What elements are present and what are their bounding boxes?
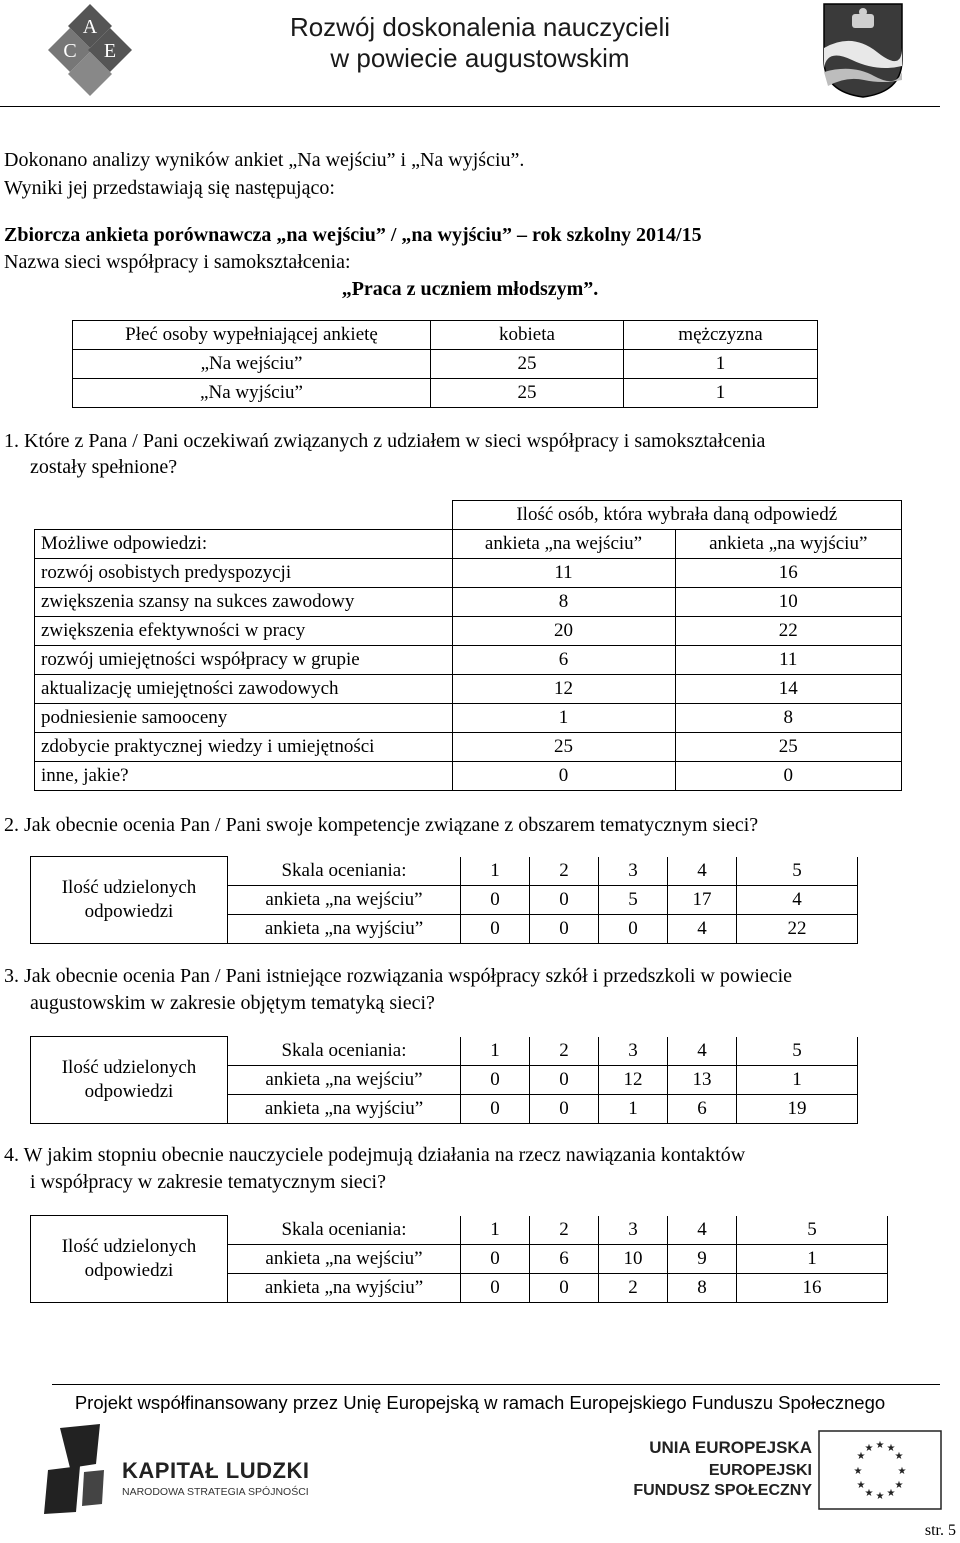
q4-scale-value: 3	[599, 1216, 668, 1245]
q3-line2: augustowskim w zakresie objętym tematyką sieci?	[30, 992, 435, 1014]
kl-line1: KAPITAŁ LUDZKI	[122, 1458, 310, 1483]
q4-value: 8	[668, 1273, 737, 1302]
q2-row-group-label: Ilość udzielonych odpowiedzi	[31, 857, 228, 944]
q4-value: 2	[599, 1273, 668, 1302]
footer-divider	[52, 1384, 940, 1385]
q4-scale-value: 2	[530, 1216, 599, 1245]
intro-line2: Wyniki jej przedstawiają się następująco:	[4, 177, 335, 199]
q4-scale-value: 5	[737, 1216, 888, 1245]
q2-scale-label: Skala oceniania:	[228, 857, 461, 886]
q2-value: 0	[530, 914, 599, 943]
q3-row-label: ankieta „na wejściu”	[228, 1065, 461, 1094]
q1-row-value: 14	[675, 675, 902, 704]
q1-row-value: 0	[675, 762, 902, 791]
q1-row-label: rozwój umiejętności współpracy w grupie	[35, 646, 453, 675]
gender-row-label: „Na wyjściu”	[73, 379, 431, 408]
q3-value: 12	[599, 1065, 668, 1094]
gender-row-value: 1	[624, 379, 818, 408]
q3-value: 1	[737, 1065, 858, 1094]
intro-line1: Dokonano analizy wyników ankiet „Na wejściu” i „Na wyjściu”.	[4, 149, 525, 171]
q2-table	[30, 856, 858, 944]
q2-value: 17	[668, 885, 737, 914]
logo-letter-e: E	[103, 40, 117, 62]
q1-group-header: Ilość osób, która wybrała daną odpowiedź	[452, 501, 902, 530]
kapital-ludzki-logo	[40, 1424, 360, 1516]
q1-row-value: 22	[675, 617, 902, 646]
q1-row-value: 12	[452, 675, 675, 704]
q1-row-label: rozwój osobistych predyspozycji	[35, 559, 453, 588]
eu-logo	[633, 1430, 948, 1510]
kl-line2: NARODOWA STRATEGIA SPÓJNOŚCI	[122, 1486, 309, 1498]
q3-row-group-label: Ilość udzielonych odpowiedzi	[31, 1037, 228, 1124]
q1-row-value: 0	[452, 762, 675, 791]
q4-row-group-label: Ilość udzielonych odpowiedzi	[31, 1216, 228, 1303]
q1-row-value: 11	[452, 559, 675, 588]
q1-label-header: Możliwe odpowiedzi:	[35, 530, 453, 559]
q1-row-value: 10	[675, 588, 902, 617]
svg-text:★: ★	[875, 1491, 885, 1502]
q4-value: 0	[461, 1273, 530, 1302]
gender-header-female: kobieta	[431, 321, 624, 350]
q2-value: 0	[599, 914, 668, 943]
q3-scale-value: 3	[599, 1037, 668, 1066]
q1-row-value: 20	[452, 617, 675, 646]
q4-scale-value: 1	[461, 1216, 530, 1245]
q3-value: 0	[530, 1065, 599, 1094]
q4-value: 1	[737, 1244, 888, 1273]
q3-scale-value: 5	[737, 1037, 858, 1066]
svg-text:★: ★	[886, 1443, 896, 1454]
q1-row-label: aktualizację umiejętności zawodowych	[35, 675, 453, 704]
q1-row-label: podniesienie samooceny	[35, 704, 453, 733]
q3-table	[30, 1036, 858, 1124]
q2-row-label: ankieta „na wejściu”	[228, 885, 461, 914]
q3-scale-label: Skala oceniania:	[228, 1037, 461, 1066]
q1-col-header: ankieta „na wejściu”	[452, 530, 675, 559]
q2-value: 4	[737, 885, 858, 914]
footer-text: Projekt współfinansowany przez Unię Europejską w ramach Europejskiego Funduszu Społecznego	[74, 1392, 886, 1413]
q2-scale-value: 1	[461, 857, 530, 886]
q3-scale-value: 2	[530, 1037, 599, 1066]
gender-header-label: Płeć osoby wypełniającej ankietę	[73, 321, 431, 350]
q1-row-value: 16	[675, 559, 902, 588]
svg-text:★: ★	[894, 1451, 904, 1462]
q1-row-value: 1	[452, 704, 675, 733]
q2-value: 22	[737, 914, 858, 943]
q3-value: 0	[461, 1094, 530, 1123]
gender-row-label: „Na wejściu”	[73, 350, 431, 379]
q2-value: 0	[461, 914, 530, 943]
q1-line2: zostały spełnione?	[30, 456, 178, 478]
q1-row-value: 8	[675, 704, 902, 733]
q2-row-label: ankieta „na wyjściu”	[228, 914, 461, 943]
q2-value: 5	[599, 885, 668, 914]
q4-value: 16	[737, 1273, 888, 1302]
q2-value: 0	[461, 885, 530, 914]
logo-letter-a: A	[82, 16, 98, 38]
gender-row-value: 25	[431, 379, 624, 408]
q3-line1: 3. Jak obecnie ocenia Pan / Pani istniejące rozwiązania współpracy szkół i przedszkoli w powiecie	[4, 965, 793, 987]
q1-col-header: ankieta „na wyjściu”	[675, 530, 902, 559]
svg-text:★: ★	[856, 1480, 866, 1491]
q1-row-value: 8	[452, 588, 675, 617]
q1-row-value: 25	[452, 733, 675, 762]
q3-row-label: ankieta „na wyjściu”	[228, 1094, 461, 1123]
q3-value: 1	[599, 1094, 668, 1123]
svg-text:★: ★	[875, 1440, 885, 1451]
network-label: Nazwa sieci współpracy i samokształcenia:	[4, 251, 351, 273]
q1-line1: 1. Które z Pana / Pani oczekiwań związanych z udziałem w sieci współpracy i samokształcenia	[4, 430, 766, 452]
logo-letter-c: C	[63, 40, 77, 62]
svg-text:★: ★	[864, 1443, 874, 1454]
q2-value: 0	[530, 885, 599, 914]
gender-header-male: mężczyzna	[624, 321, 818, 350]
gender-row-value: 1	[624, 350, 818, 379]
eu-line2: EUROPEJSKI	[708, 1462, 812, 1479]
crest-logo	[822, 2, 904, 98]
q1-row-value: 6	[452, 646, 675, 675]
q3-scale-value: 1	[461, 1037, 530, 1066]
q4-value: 0	[530, 1273, 599, 1302]
eu-flag-icon	[818, 1430, 942, 1510]
q1-row-value: 11	[675, 646, 902, 675]
q4-value: 6	[530, 1244, 599, 1273]
eu-line1: UNIA EUROPEJSKA	[649, 1438, 812, 1457]
q4-scale-label: Skala oceniania:	[228, 1216, 461, 1245]
q4-row-label: ankieta „na wejściu”	[228, 1244, 461, 1273]
gender-row-value: 25	[431, 350, 624, 379]
svg-text:★: ★	[864, 1488, 874, 1499]
q1-row-value: 25	[675, 733, 902, 762]
q4-value: 0	[461, 1244, 530, 1273]
q3-value: 19	[737, 1094, 858, 1123]
svg-text:★: ★	[894, 1480, 904, 1491]
q2-line1: 2. Jak obecnie ocenia Pan / Pani swoje kompetencje związane z obszarem tematycznym sieci?	[4, 814, 759, 836]
q1-row-label: zdobycie praktycznej wiedzy i umiejętności	[35, 733, 453, 762]
q3-value: 6	[668, 1094, 737, 1123]
q1-row-label: inne, jakie?	[35, 762, 453, 791]
header-title-line2: w powiecie augustowskim	[330, 43, 630, 73]
q2-scale-value: 3	[599, 857, 668, 886]
q2-value: 4	[668, 914, 737, 943]
q3-value: 13	[668, 1065, 737, 1094]
q3-value: 0	[530, 1094, 599, 1123]
q3-scale-value: 4	[668, 1037, 737, 1066]
q4-line2: i współpracy w zakresie tematycznym sieci?	[30, 1171, 386, 1193]
header-divider	[0, 106, 940, 107]
q2-scale-value: 5	[737, 857, 858, 886]
summary-title: Zbiorcza ankieta porównawcza „na wejściu” / „na wyjściu” – rok szkolny 2014/15	[4, 224, 702, 246]
header-title-line1: Rozwój doskonalenia nauczycieli	[289, 12, 671, 42]
svg-text:★: ★	[886, 1488, 896, 1499]
header-title	[0, 12, 960, 74]
q4-line1: 4. W jakim stopniu obecnie nauczyciele podejmują działania na rzecz nawiązania kontaktów	[4, 1144, 746, 1166]
q2-scale-value: 2	[530, 857, 599, 886]
svg-text:★: ★	[853, 1466, 863, 1477]
q2-scale-value: 4	[668, 857, 737, 886]
svg-text:★: ★	[856, 1451, 866, 1462]
q4-table	[30, 1215, 888, 1303]
q4-row-label: ankieta „na wyjściu”	[228, 1273, 461, 1302]
q1-row-label: zwiększenia szansy na sukces zawodowy	[35, 588, 453, 617]
q3-value: 0	[461, 1065, 530, 1094]
q4-scale-value: 4	[668, 1216, 737, 1245]
q4-value: 9	[668, 1244, 737, 1273]
q1-row-label: zwiększenia efektywności w pracy	[35, 617, 453, 646]
q1-table	[34, 500, 902, 791]
eu-line3: FUNDUSZ SPOŁECZNY	[633, 1482, 812, 1499]
gender-table	[72, 320, 818, 408]
svg-text:★: ★	[897, 1466, 907, 1477]
q4-value: 10	[599, 1244, 668, 1273]
page-number: str. 5	[924, 1522, 956, 1539]
network-name: „Praca z uczniem młodszym”.	[341, 278, 599, 300]
